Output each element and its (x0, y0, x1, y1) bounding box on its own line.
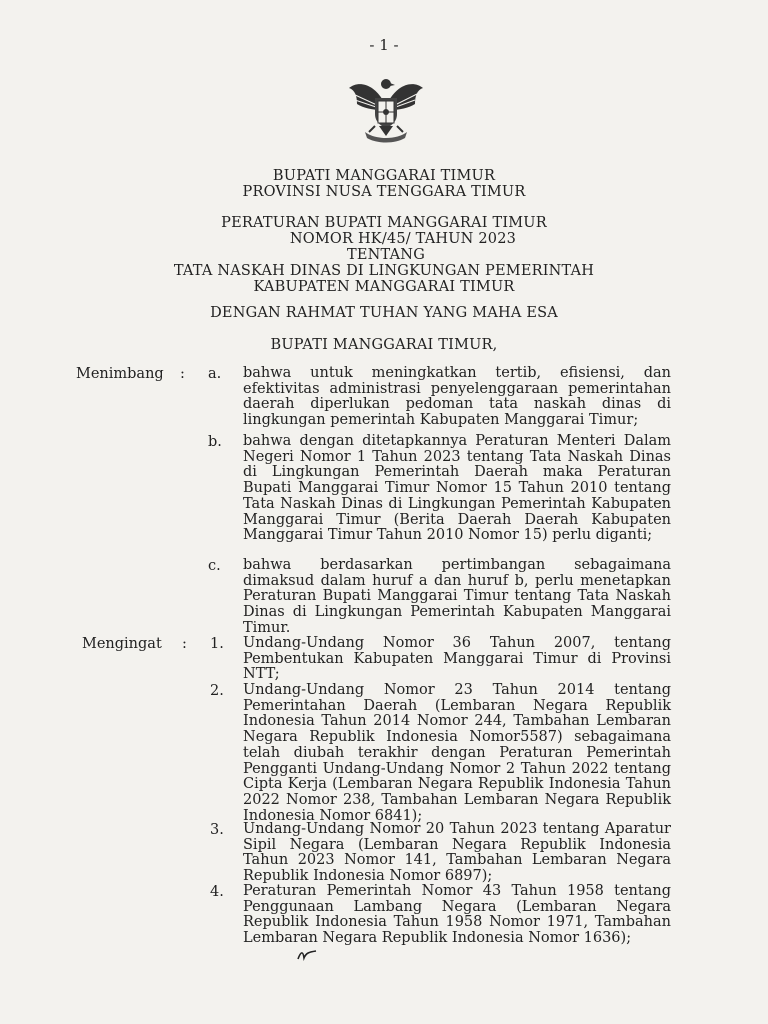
menimbang-marker-a: a. (208, 366, 222, 382)
menimbang-item-c: bahwa berdasarkan pertimbangan sebagaimana dimaksud dalam huruf a dan huruf b, perlu menetapkan Peraturan Bupati Manggarai Timur tentang Tata Naskah Dinas di Lingkungan Pemerintah Kabupaten Manggarai Timur. (243, 557, 671, 636)
invocation: DENGAN RAHMAT TUHAN YANG MAHA ESA (210, 305, 558, 321)
issuer-province: PROVINSI NUSA TENGGARA TIMUR (242, 184, 526, 200)
regulation-subject-line1: TATA NASKAH DINAS DI LINGKUNGAN PEMERINTAH (173, 263, 595, 279)
mengingat-item-3: Undang-Undang Nomor 20 Tahun 2023 tentang Aparatur Sipil Negara (Lembaran Negara Republik Indonesia Tahun 2023 Nomor 141, Tambahan Lembaran Negara Republik Indonesia Nomor 6897); (243, 821, 671, 885)
authority: BUPATI MANGGARAI TIMUR, (270, 337, 498, 353)
issuer-title: BUPATI MANGGARAI TIMUR (272, 168, 496, 184)
regulation-subject-line2: KABUPATEN MANGGARAI TIMUR (253, 279, 515, 295)
garuda-emblem-icon (345, 74, 427, 144)
regulation-title: PERATURAN BUPATI MANGGARAI TIMUR (221, 215, 547, 231)
regulation-about: TENTANG (347, 247, 425, 263)
menimbang-colon: : (180, 366, 185, 382)
document-header-issuer (0, 168, 768, 200)
mengingat-item-4: Peraturan Pemerintah Nomor 43 Tahun 1958 tentang Penggunaan Lambang Negara (Lembaran Negara Republik Indonesia Tahun 1958 Nomor 1971, Tambahan Lembaran Negara Republik Indonesia Nomor 1636); (243, 883, 671, 947)
menimbang-item-b: bahwa dengan ditetapkannya Peraturan Menteri Dalam Negeri Nomor 1 Tahun 2023 tentang Tata Naskah Dinas di Lingkungan Pemerintah Daerah maka Peraturan Bupati Manggarai Timur Nomor 15 Tahun 2010 tentang Tata Naskah Dinas di Lingkungan Pemerintah Kabupaten Manggarai Timur (Berita Daerah Daerah Kabupaten Manggarai Timur Tahun 2010 Nomor 15) perlu diganti; (243, 433, 671, 544)
mengingat-colon: : (182, 636, 187, 652)
menimbang-marker-c: c. (208, 558, 221, 574)
menimbang-marker-b: b. (208, 434, 222, 450)
mengingat-marker-1: 1. (210, 636, 224, 652)
regulation-number: NOMOR HK/45/ TAHUN 2023 (289, 231, 517, 247)
mengingat-item-1: Undang-Undang Nomor 36 Tahun 2007, tentang Pembentukan Kabupaten Manggarai Timur di Provinsi NTT; (243, 635, 671, 683)
mengingat-label: Mengingat (82, 636, 162, 652)
page-number: - 1 - (369, 36, 399, 54)
menimbang-label: Menimbang (76, 366, 164, 382)
menimbang-item-a: bahwa untuk meningkatkan tertib, efisiensi, dan efektivitas administrasi penyelenggaraan pemerintahan daerah diperlukan pedoman tata naskah dinas di lingkungan pemerintah Kabupaten Manggarai Timur; (243, 365, 671, 429)
mengingat-marker-4: 4. (210, 884, 224, 900)
regulation-heading (0, 215, 768, 295)
paraf-mark-icon (297, 949, 317, 961)
mengingat-marker-2: 2. (210, 683, 224, 699)
mengingat-item-2: Undang-Undang Nomor 23 Tahun 2014 tentang Pemerintahan Daerah (Lembaran Negara Republik Indonesia Tahun 2014 Nomor 244, Tambahan Lembaran Negara Republik Indonesia Nomor5587) sebagaimana telah diubah terakhir dengan Peraturan Pemerintah Pengganti Undang-Undang Nomor 2 Tahun 2022 tentang Cipta Kerja (Lembaran Negara Republik Indonesia Tahun 2022 Nomor 238, Tambahan Lembaran Negara Republik Indonesia Nomor 6841); (243, 682, 671, 824)
mengingat-marker-3: 3. (210, 822, 224, 838)
